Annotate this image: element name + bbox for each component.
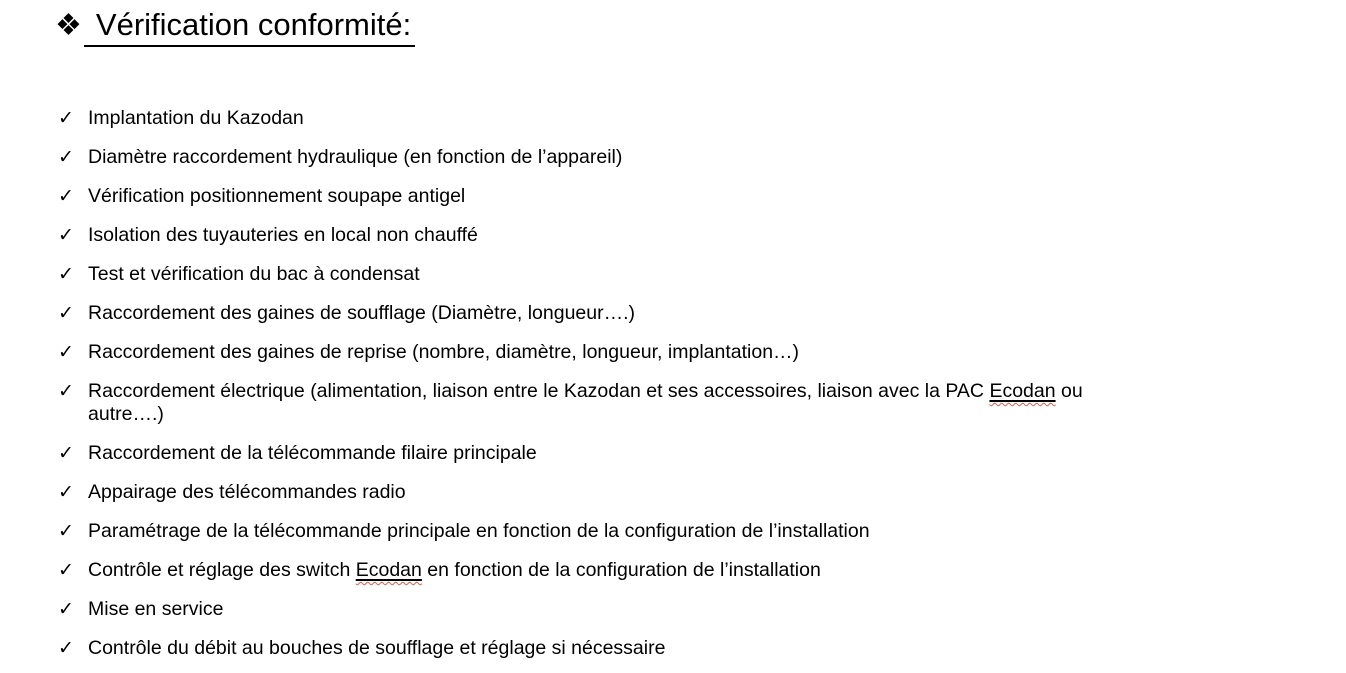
checkmark-icon: ✓ [58, 521, 74, 542]
checkmark-icon: ✓ [58, 443, 74, 464]
list-item [58, 185, 1346, 208]
checkmark-icon: ✓ [58, 264, 74, 285]
list-item-text: Raccordement électrique (alimentation, liaison entre le Kazodan et ses accessoires, liaison avec la PAC Ecodan ou autre….) [88, 380, 1083, 425]
checkmark-icon: ✓ [58, 482, 74, 503]
list-item-text: Appairage des télécommandes radio [88, 481, 406, 503]
list-item-text: Contrôle et réglage des switch Ecodan en fonction de la configuration de l’installation [88, 559, 821, 581]
list-item [58, 442, 1346, 465]
list-item-text: Paramétrage de la télécommande principale en fonction de la configuration de l’installation [88, 520, 870, 542]
checkmark-icon: ✓ [58, 560, 74, 581]
checkmark-icon: ✓ [58, 186, 74, 207]
list-item-text: Mise en service [88, 598, 224, 620]
list-item [58, 302, 1346, 325]
list-item-text: Isolation des tuyauteries en local non chauffé [88, 224, 478, 246]
checkmark-icon: ✓ [58, 599, 74, 620]
slide-title-text: Vérification conformité: [84, 6, 415, 47]
spellcheck-word: Ecodan [355, 559, 422, 581]
checkmark-icon: ✓ [58, 147, 74, 168]
spellcheck-word: Ecodan [989, 380, 1056, 402]
checkmark-icon: ✓ [58, 638, 74, 659]
checkmark-icon: ✓ [58, 108, 74, 129]
list-item [58, 481, 1346, 504]
list-item [58, 107, 1346, 130]
list-item [58, 146, 1346, 169]
list-item-text: Implantation du Kazodan [88, 107, 304, 129]
slide-title [55, 6, 1346, 47]
list-item [58, 263, 1346, 286]
list-item-text: Vérification positionnement soupape antigel [88, 185, 466, 207]
diamond-bullet-icon: ❖ [55, 9, 82, 42]
list-item [58, 224, 1346, 247]
checkmark-icon: ✓ [58, 342, 74, 363]
list-item-text: Contrôle du débit au bouches de soufflage et réglage si nécessaire [88, 637, 666, 659]
list-item [58, 380, 1346, 426]
checkmark-icon: ✓ [58, 381, 74, 402]
list-item [58, 637, 1346, 660]
list-item [58, 598, 1346, 621]
list-item-text: Raccordement de la télécommande filaire principale [88, 442, 537, 464]
list-item-text: Test et vérification du bac à condensat [88, 263, 420, 285]
list-item-text: Raccordement des gaines de reprise (nombre, diamètre, longueur, implantation…) [88, 341, 800, 363]
checklist [58, 107, 1346, 660]
list-item-text: Diamètre raccordement hydraulique (en fonction de l’appareil) [88, 146, 623, 168]
list-item [58, 341, 1346, 364]
presentation-slide [0, 6, 1346, 673]
list-item [58, 559, 1346, 582]
list-item-text: Raccordement des gaines de soufflage (Diamètre, longueur….) [88, 302, 636, 324]
checkmark-icon: ✓ [58, 303, 74, 324]
list-item [58, 520, 1346, 543]
checkmark-icon: ✓ [58, 225, 74, 246]
